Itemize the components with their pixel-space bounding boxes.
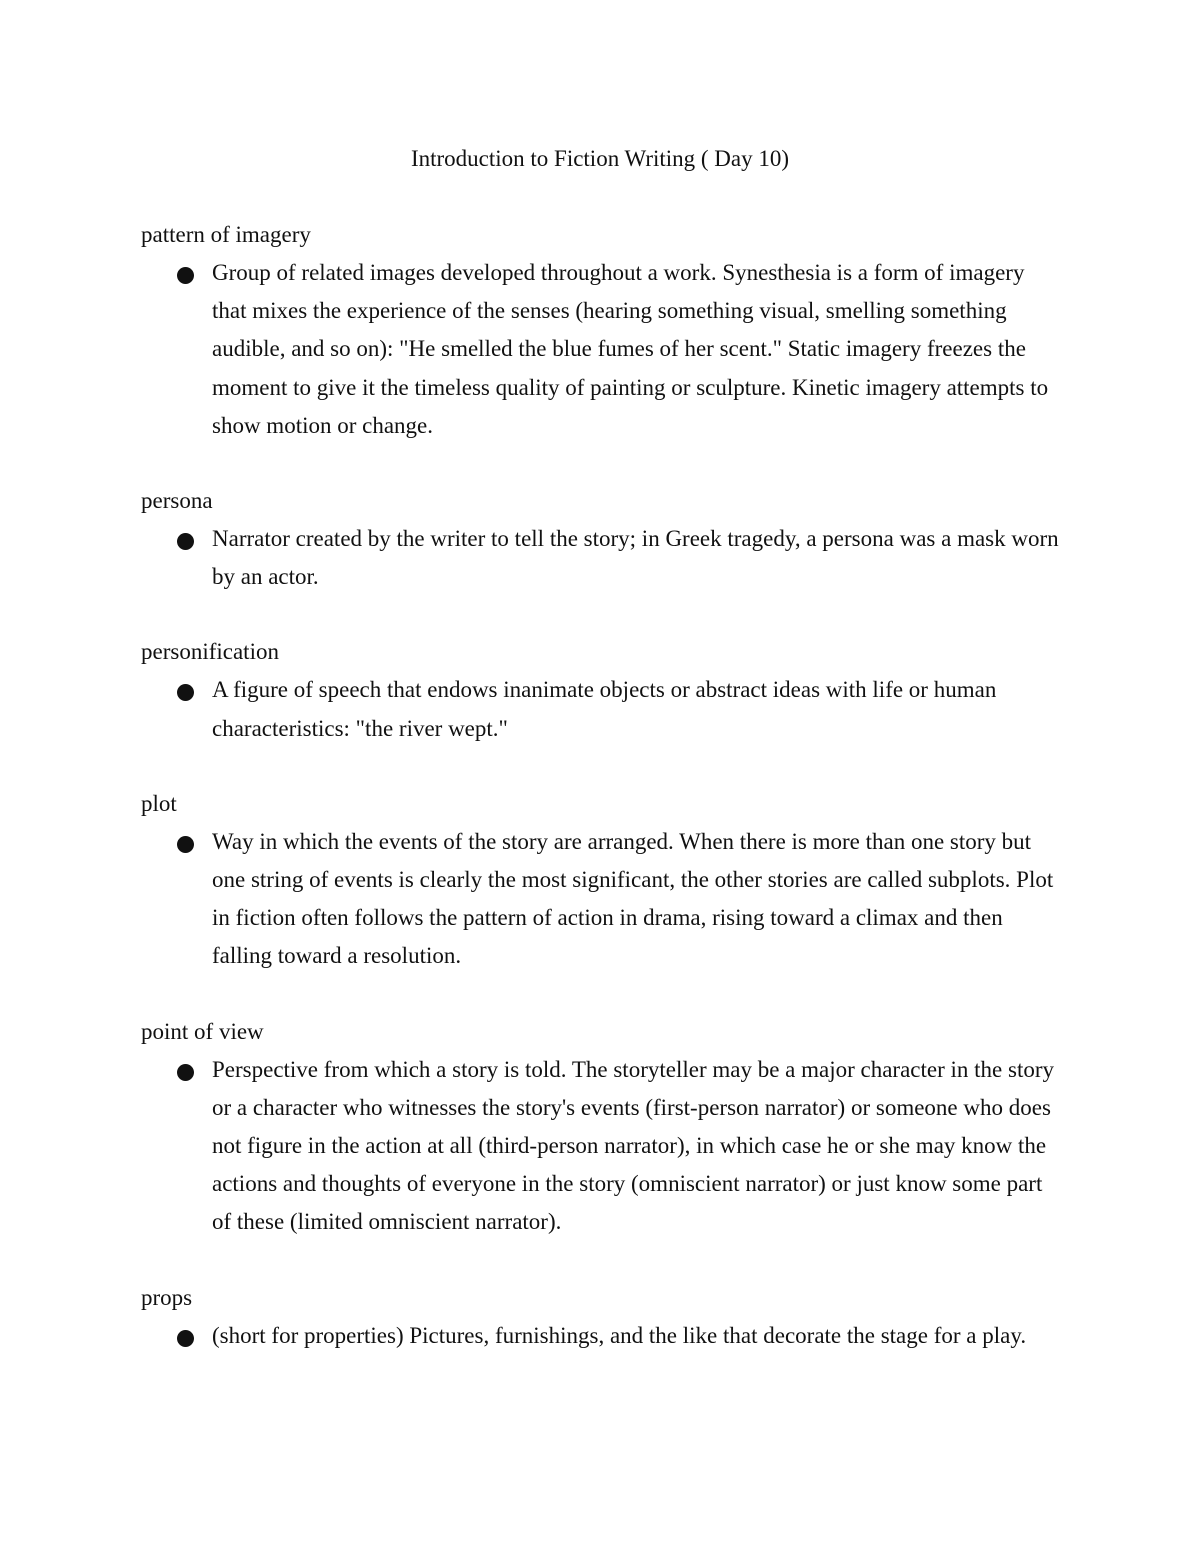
definition-item	[141, 671, 1061, 747]
bullet-icon	[177, 684, 194, 701]
glossary-entry-plot	[141, 785, 1061, 976]
definition-item	[141, 823, 1061, 976]
bullet-icon	[177, 836, 194, 853]
glossary-entry-point-of-view	[141, 1013, 1061, 1242]
glossary-term: pattern of imagery	[141, 222, 311, 247]
definition-list	[141, 520, 1061, 596]
definition-list	[141, 823, 1061, 976]
glossary	[141, 216, 1061, 1392]
definition-list	[141, 1317, 1061, 1355]
glossary-term: point of view	[141, 1018, 264, 1044]
glossary-term: personification	[141, 639, 279, 665]
definition-text: Narrator created by the writer to tell the story; in Greek tragedy, a persona was a mask worn by an actor.	[212, 526, 1059, 590]
definition-text: (short for properties) Pictures, furnishings, and the like that decorate the stage for a play.	[212, 1322, 1027, 1348]
glossary-term: props	[141, 1284, 193, 1310]
glossary-term: persona	[141, 488, 213, 514]
glossary-entry-props	[141, 1279, 1061, 1355]
definition-item	[141, 1051, 1061, 1242]
glossary-entry-pattern-of-imagery	[141, 216, 1061, 445]
definition-text: Way in which the events of the story are arranged. When there is more than one story but one string of events is clearly the most significant, the other stories are called subplots. Plot in fiction often follows the pattern of action in drama, rising toward a climax and then falling toward a resolution.	[212, 828, 1054, 969]
definition-list	[141, 671, 1061, 747]
bullet-icon	[177, 533, 194, 550]
glossary-entry-persona	[141, 482, 1061, 596]
definition-text: Group of related images developed throughout a work. Synesthesia is a form of imagery that mixes the experience of the senses (hearing something visual, smelling something audible, and so on): "He smelled the blue fumes of her scent." Static imagery freezes the moment to give it the timeless quality of painting or sculpture. Kinetic imagery attempts to show motion or change.	[212, 260, 1049, 438]
bullet-icon	[177, 1064, 194, 1081]
bullet-icon	[177, 1330, 194, 1347]
definition-text: A figure of speech that endows inanimate objects or abstract ideas with life or human characteristics: "the river wept."	[212, 677, 997, 741]
definition-list	[141, 254, 1061, 445]
definition-item	[141, 520, 1061, 596]
glossary-entry-personification	[141, 633, 1061, 747]
definition-item	[141, 254, 1061, 445]
definition-list	[141, 1051, 1061, 1242]
page-title: Introduction to Fiction Writing ( Day 10)	[410, 146, 790, 171]
definition-text: Perspective from which a story is told. The storyteller may be a major character in the story or a character who witnesses the story's events (first-person narrator) or someone who does not figure in the action at all (third-person narrator), in which case he or she may know the actions and thoughts of everyone in the story (omniscient narrator) or just know some part of these (limited omniscient narrator).	[212, 1056, 1055, 1235]
bullet-icon	[177, 267, 194, 284]
definition-item	[141, 1317, 1061, 1355]
glossary-term: plot	[141, 790, 177, 816]
